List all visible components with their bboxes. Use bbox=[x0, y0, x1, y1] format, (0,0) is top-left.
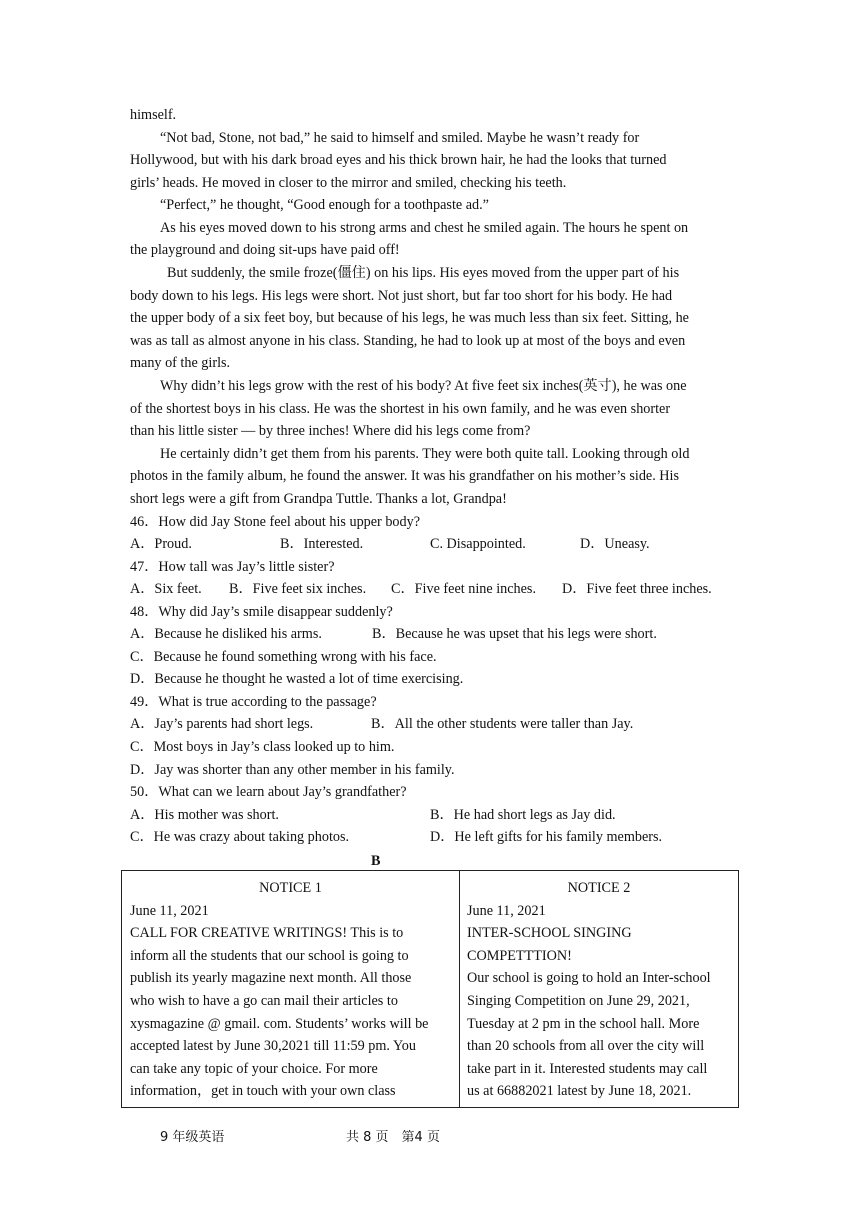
option-a: A．Six feet. bbox=[130, 581, 202, 597]
option-c: C．Because he found something wrong with his face. bbox=[130, 649, 437, 665]
option-d: D．He left gifts for his family members. bbox=[430, 829, 663, 845]
passage-line: the upper body of a six feet boy, but because of his legs, he was much less than six feet. Sitting, he bbox=[130, 310, 689, 326]
notice-title: NOTICE 2 bbox=[567, 880, 631, 896]
option-d: D．Jay was shorter than any other member in his family. bbox=[130, 762, 455, 778]
question-stem: 47．How tall was Jay’s little sister? bbox=[130, 559, 335, 575]
passage-line: the playground and doing sit-ups have paid off! bbox=[130, 242, 400, 258]
notice-line: publish its yearly magazine next month. All those bbox=[130, 970, 412, 986]
notice-line: us at 66882021 latest by June 18, 2021. bbox=[467, 1083, 692, 1099]
notice-line: than 20 schools from all over the city will bbox=[467, 1038, 705, 1054]
option-a: A．Because he disliked his arms. bbox=[130, 626, 322, 642]
passage-line: But suddenly, the smile froze(僵住) on his lips. His eyes moved from the upper part of his bbox=[167, 265, 680, 281]
passage-line: short legs were a gift from Grandpa Tuttle. Thanks a lot, Grandpa! bbox=[130, 491, 507, 507]
notice-line: Singing Competition on June 29, 2021, bbox=[467, 993, 690, 1009]
passage-line: “Not bad, Stone, not bad,” he said to himself and smiled. Maybe he wasn’t ready for bbox=[160, 130, 640, 146]
question-stem: 48．Why did Jay’s smile disappear suddenly? bbox=[130, 604, 393, 620]
option-d: D．Uneasy. bbox=[580, 536, 650, 552]
option-c: C. Disappointed. bbox=[430, 536, 526, 552]
passage-line: Hollywood, but with his dark broad eyes and his thick brown hair, he had the looks that turned bbox=[130, 152, 667, 168]
option-b: B．He had short legs as Jay did. bbox=[430, 807, 616, 823]
passage-line: himself. bbox=[130, 107, 177, 123]
notice-line: June 11, 2021 bbox=[130, 903, 209, 919]
option-c: C．Five feet nine inches. bbox=[391, 581, 536, 597]
question-stem: 49．What is true according to the passage? bbox=[130, 694, 377, 710]
notice-line: June 11, 2021 bbox=[467, 903, 546, 919]
notice-line: xysmagazine @ gmail. com. Students’ works will be bbox=[130, 1016, 429, 1032]
passage-line: many of the girls. bbox=[130, 355, 231, 371]
notice-line: take part in it. Interested students may call bbox=[467, 1061, 708, 1077]
question-stem: 50．What can we learn about Jay’s grandfather? bbox=[130, 784, 407, 800]
notice-1 bbox=[122, 871, 460, 1107]
passage-line: photos in the family album, he found the answer. It was his grandfather on his mother’s side. His bbox=[130, 468, 680, 484]
option-b: B．Because he was upset that his legs were short. bbox=[372, 626, 657, 642]
passage-line: girls’ heads. He moved in closer to the mirror and smiled, checking his teeth. bbox=[130, 175, 567, 191]
notice-line: who wish to have a go can mail their articles to bbox=[130, 993, 398, 1009]
option-d: D．Five feet three inches. bbox=[562, 581, 712, 597]
section-b-heading: B bbox=[371, 853, 381, 869]
option-b: B．Five feet six inches. bbox=[229, 581, 367, 597]
notice-table bbox=[121, 870, 739, 1108]
notice-line: inform all the students that our school is going to bbox=[130, 948, 409, 964]
passage-line: was as tall as almost anyone in his class. Standing, he had to look up at most of the boys and even bbox=[130, 333, 686, 349]
passage-line: body down to his legs. His legs were short. Not just short, but far too short for his body. He had bbox=[130, 288, 673, 304]
passage-line: Why didn’t his legs grow with the rest of his body? At five feet six inches(英寸), he was one bbox=[160, 378, 687, 394]
notice-line: Tuesday at 2 pm in the school hall. More bbox=[467, 1016, 700, 1032]
option-c: C．He was crazy about taking photos. bbox=[130, 829, 350, 845]
option-a: A．Proud. bbox=[130, 536, 192, 552]
passage-line: “Perfect,” he thought, “Good enough for a toothpaste ad.” bbox=[160, 197, 489, 213]
notice-2 bbox=[460, 871, 738, 1107]
passage-line: than his little sister — by three inches! Where did his legs come from? bbox=[130, 423, 531, 439]
option-a: A．His mother was short. bbox=[130, 807, 279, 823]
footer-page-number: 共 8 页 第4 页 bbox=[346, 1130, 440, 1145]
notice-line: INTER-SCHOOL SINGING bbox=[467, 925, 632, 941]
notice-title: NOTICE 1 bbox=[259, 880, 322, 896]
option-d: D．Because he thought he wasted a lot of time exercising. bbox=[130, 671, 464, 687]
passage-line: As his eyes moved down to his strong arms and chest he smiled again. The hours he spent on bbox=[160, 220, 689, 236]
notice-line: CALL FOR CREATIVE WRITINGS! This is to bbox=[130, 925, 404, 941]
notice-line: accepted latest by June 30,2021 till 11:59 pm. You bbox=[130, 1038, 416, 1054]
option-a: A．Jay’s parents had short legs. bbox=[130, 716, 314, 732]
notice-line: information，get in touch with your own class bbox=[130, 1083, 396, 1099]
passage-line: of the shortest boys in his class. He was the shortest in his own family, and he was even shorter bbox=[130, 401, 671, 417]
question-stem: 46．How did Jay Stone feel about his upper body? bbox=[130, 514, 421, 530]
option-b: B．Interested. bbox=[280, 536, 364, 552]
notice-line: COMPETTTION! bbox=[467, 948, 572, 964]
option-c: C．Most boys in Jay’s class looked up to him. bbox=[130, 739, 395, 755]
footer-subject: 9 年级英语 bbox=[160, 1130, 225, 1145]
option-b: B．All the other students were taller than Jay. bbox=[371, 716, 634, 732]
notice-line: can take any topic of your choice. For more bbox=[130, 1061, 378, 1077]
passage-line: He certainly didn’t get them from his parents. They were both quite tall. Looking through old bbox=[160, 446, 690, 462]
notice-line: Our school is going to hold an Inter-school bbox=[467, 970, 711, 986]
